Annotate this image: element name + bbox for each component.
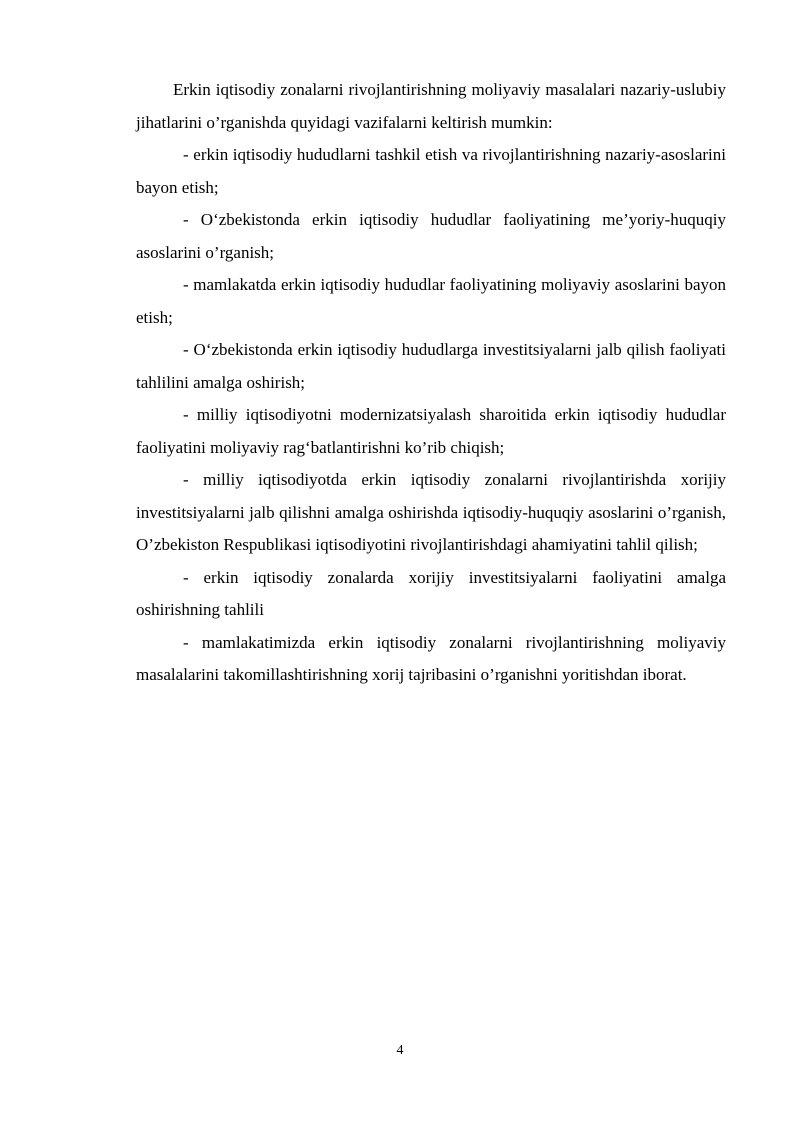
list-item: - O‘zbekistonda erkin iqtisodiy hududlarga investitsiyalarni jalb qilish faoliyati tahlilini amalga oshirish; (136, 340, 726, 392)
list-item: - mamlakatda erkin iqtisodiy hududlar faoliyatining moliyaviy asoslarini bayon etish; (136, 275, 726, 327)
list-item: - milliy iqtisodiyotni modernizatsiyalash sharoitida erkin iqtisodiy hududlar faoliyatini moliyaviy rag‘batlantirishni ko’rib chiqish; (136, 405, 726, 457)
list-item: - erkin iqtisodiy hududlarni tashkil etish va rivojlantirishning nazariy-asoslarini bayon etish; (136, 145, 726, 197)
list-item: - milliy iqtisodiyotda erkin iqtisodiy zonalarni rivojlantirishda xorijiy investitsiyalarni jalb qilishni amalga oshirishda iqtisodiy-huquqiy asoslarini o’rganish, O’zbekiston Respublikasi iqtisodiyotini rivojlantirishdagi ahamiyatini tahlil qilish; (136, 470, 726, 554)
list-item: - mamlakatimizda erkin iqtisodiy zonalarni rivojlantirishning moliyaviy masalalarini takomillashtirishning xorij tajribasini o’rganishni yoritishdan iborat. (136, 632, 726, 684)
body-text (136, 74, 726, 692)
intro-paragraph: Erkin iqtisodiy zonalarni rivojlantirishning moliyaviy masalalari nazariy-uslubiy jihatlarini o’rganishda quyidagi vazifalarni keltirish mumkin: (136, 80, 726, 132)
list-item: - erkin iqtisodiy zonalarda xorijiy investitsiyalarni faoliyatini amalga oshirishning tahlili (136, 567, 726, 619)
list-item: - O‘zbekistonda erkin iqtisodiy hududlar faoliyatining me’yoriy-huquqiy asoslarini o’rganish; (136, 210, 726, 262)
page-number: 4 (396, 1043, 404, 1058)
